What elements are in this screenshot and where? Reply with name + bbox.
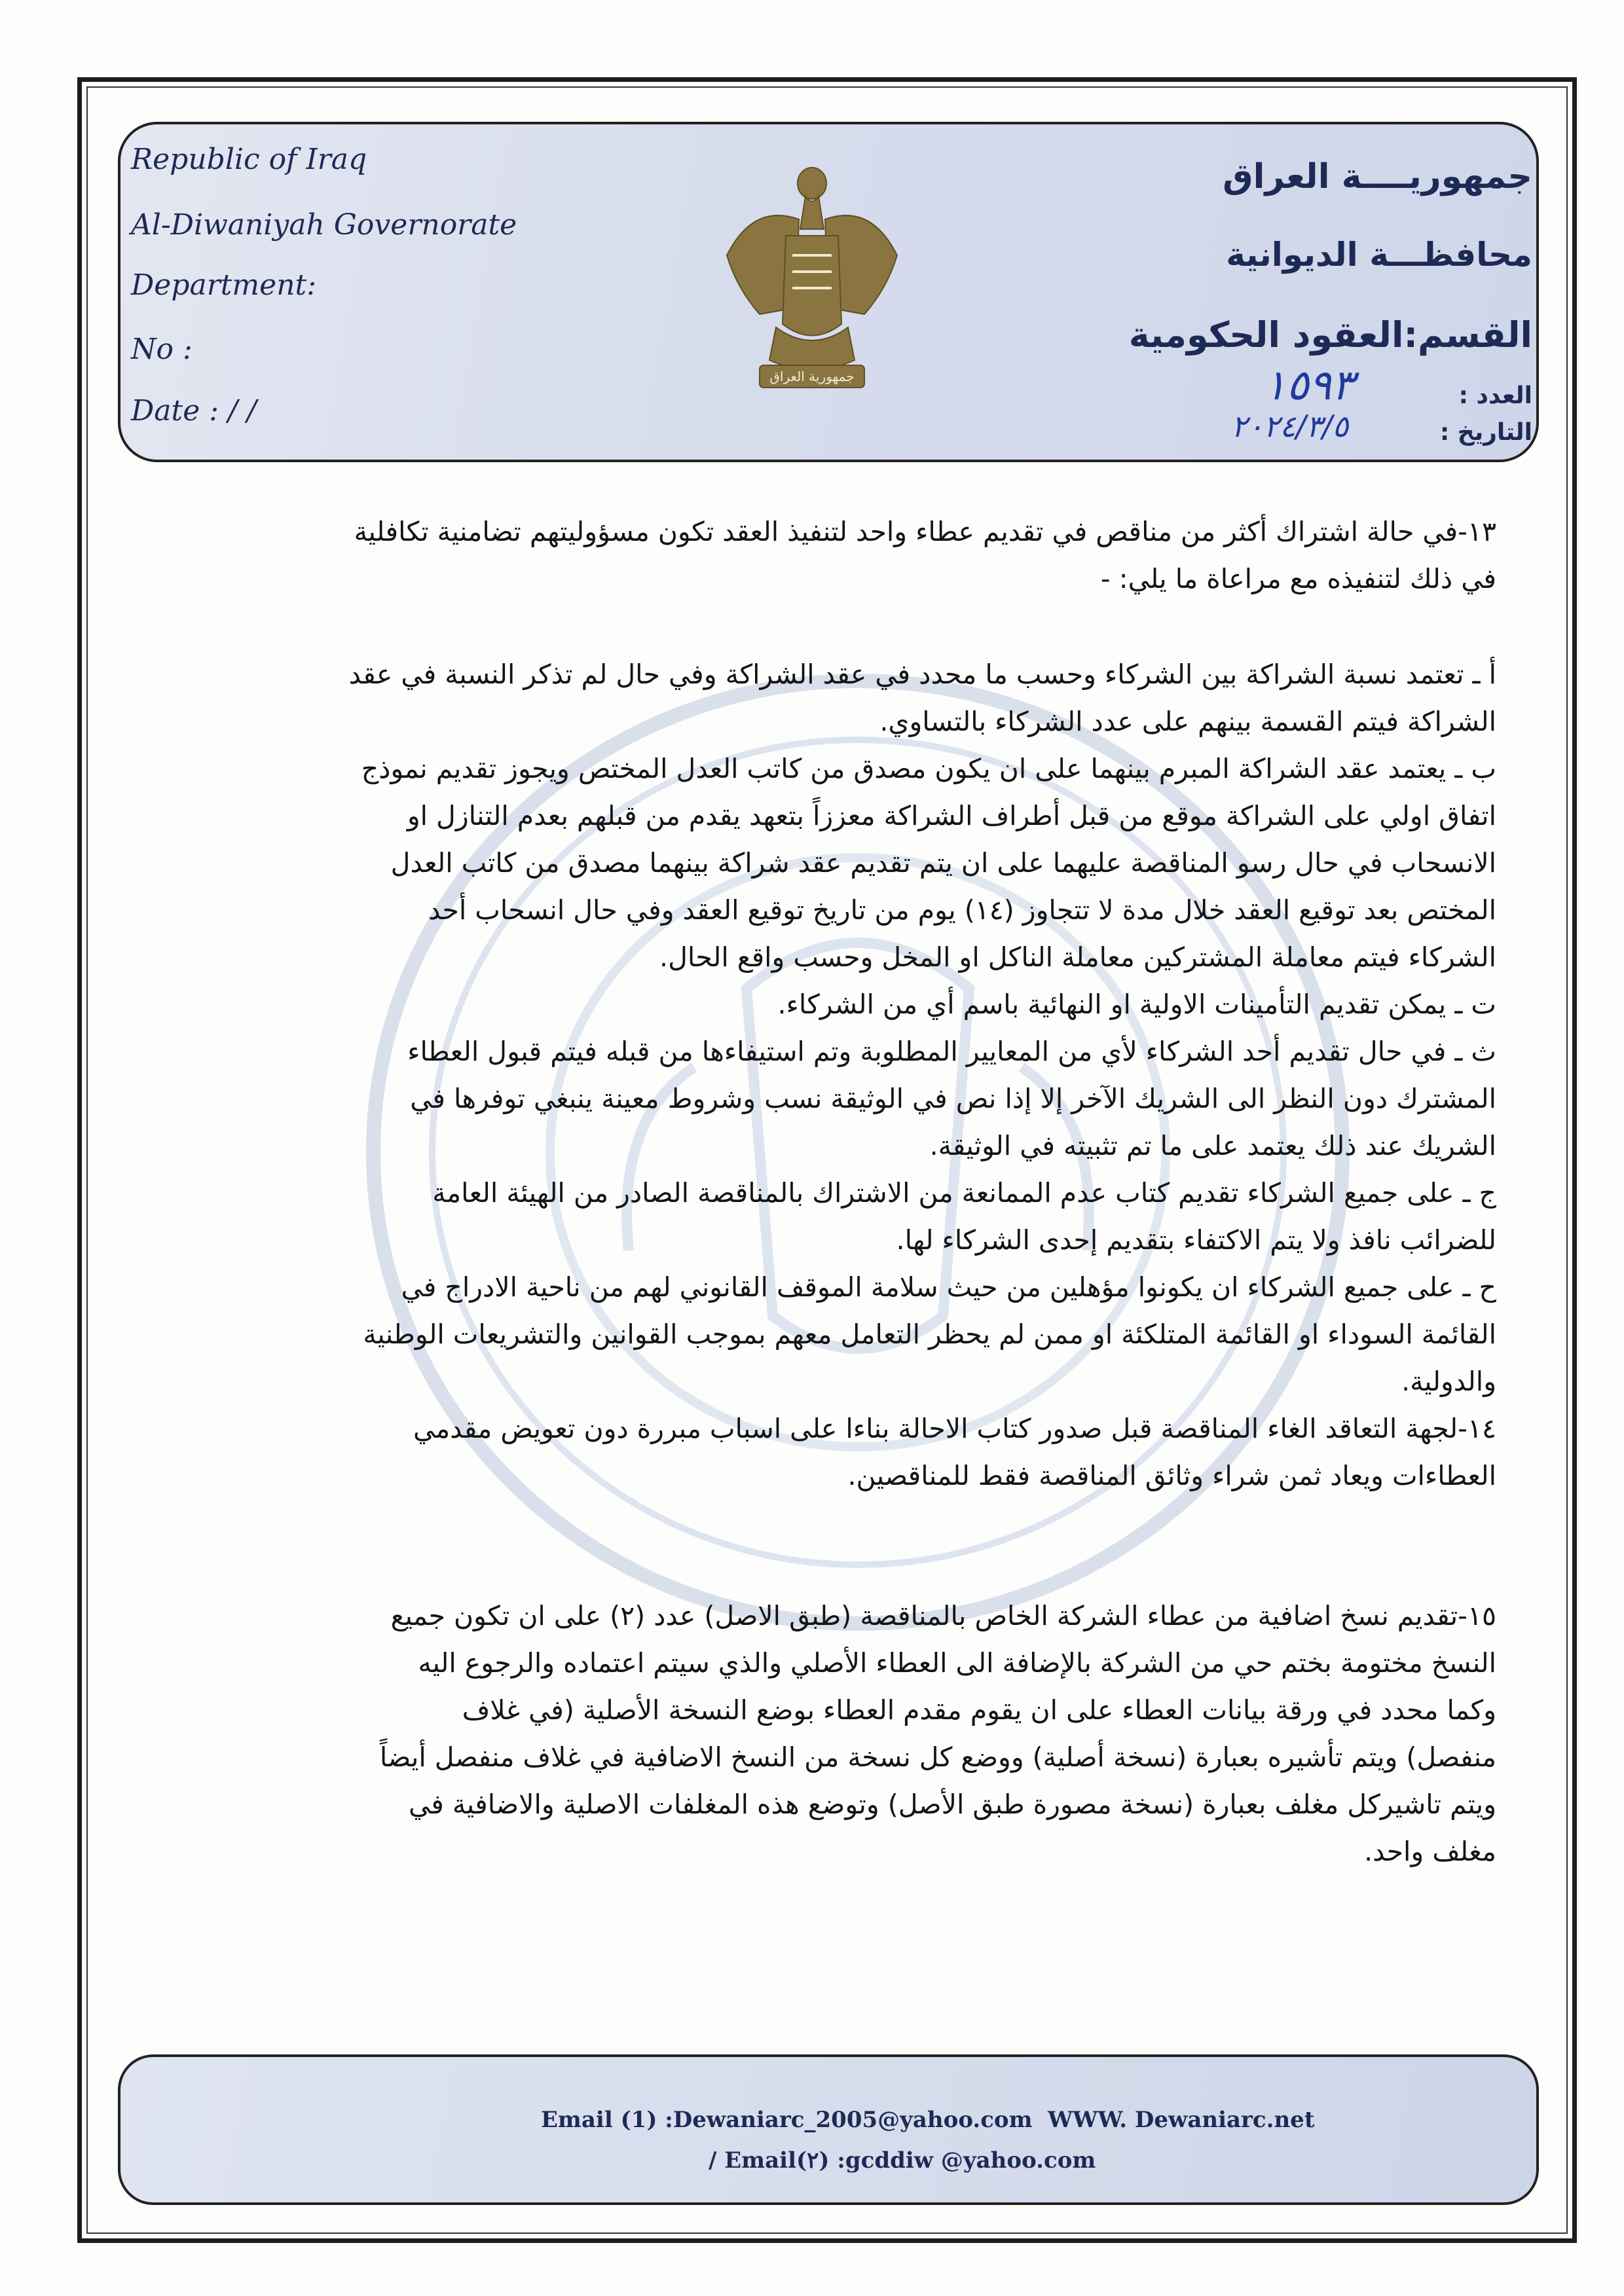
english-republic: Republic of Iraq [131, 143, 367, 176]
clause-14-line-2: العطاءات ويعاد ثمن شراء وثائق المناقصة فقط للمناقصين. [847, 1460, 1496, 1491]
clause-13a-line-1: أ ـ تعتمد نسبة الشراكة بين الشركاء وحسب ما محدد في عقد الشراكة وفي حال لم تذكر النسبة في عقد [348, 659, 1496, 690]
clause-13d-line-3: الشريك عند ذلك يعتمد على ما تم تثبيته في الوثيقة. [929, 1130, 1496, 1161]
handwritten-number: ١٥٩٣ [1264, 361, 1354, 410]
clause-15-line-1: ١٥-تقديم نسخ اضافية من عطاء الشركة الخاص بالمناقصة (طبق الاصل) عدد (٢) على ان تكون جميع [390, 1600, 1496, 1631]
clause-15-line-4: منفصل) ويتم تأشيره بعبارة (نسخة أصلية) ووضع كل نسخة من النسخ الاضافية في غلاف منفصل أيضاً [379, 1741, 1496, 1773]
clause-15-line-6: مغلف واحد. [1364, 1836, 1496, 1867]
clause-13f-line-1: ح ـ على جميع الشركاء ان يكونوا مؤهلين من حيث سلامة الموقف القانوني لهم من ناحية الادراج في [401, 1271, 1496, 1303]
clause-13b-line-4: المختص بعد توقيع العقد خلال مدة لا تتجاوز (١٤) يوم من تاريخ توقيع العقد وفي حال انسحاب أحد [428, 894, 1496, 926]
footer-website: WWW. Dewaniarc.net [1048, 2107, 1315, 2133]
clause-13f-line-3: والدولية. [1401, 1366, 1496, 1397]
clause-13a-line-2: الشراكة فيتم القسمة بينهم على عدد الشركاء بالتساوي. [879, 706, 1496, 737]
arabic-republic: جمهوريــــة العراق [1223, 157, 1532, 196]
english-date: Date : / / [131, 394, 257, 428]
clause-13b-line-1: ب ـ يعتمد عقد الشراكة المبرم بينهما على ان يكون مصدق من كاتب العدل المختص ويجوز تقديم نموذج [361, 753, 1496, 784]
arabic-number-label: العدد : [1458, 382, 1532, 409]
english-number: No : [131, 333, 193, 366]
english-governorate: Al-Diwaniyah Governorate [131, 208, 517, 242]
clause-13d-line-2: المشترك دون النظر الى الشريك الآخر إلا إذا نص في الوثيقة نسب وشروط معينة ينبغي توفرها في [410, 1083, 1496, 1114]
clause-15-line-3: وكما محدد في ورقة بيانات العطاء على ان يقوم مقدم العطاء بوضع النسخة الأصلية (في غلاف [462, 1694, 1496, 1726]
clause-13c-line-1: ت ـ يمكن تقديم التأمينات الاولية او النهائية باسم أي من الشركاء. [777, 989, 1496, 1020]
iraq-eagle-emblem [714, 157, 910, 399]
clause-13d-line-1: ث ـ في حال تقديم أحد الشركاء لأي من المعايير المطلوبة وتم استيفاءها من قبله فيتم قبول العطاء [407, 1036, 1496, 1067]
clause-13-line-2: في ذلك لتنفيذه مع مراعاة ما يلي: - [1100, 563, 1496, 594]
arabic-date-label: التاريخ : [1439, 419, 1532, 446]
clause-13e-line-1: ج ـ على جميع الشركاء تقديم كتاب عدم الممانعة من الاشتراك بالمناقصة الصادر من الهيئة العامة [432, 1177, 1496, 1209]
footer-email-1: Email (1) :Dewaniarc_2005@yahoo.com [541, 2107, 1033, 2133]
clause-15-line-5: ويتم تاشيركل مغلف بعبارة (نسخة مصورة طبق الأصل) وتوضع هذه المغلفات الاصلية والاضافية في [409, 1789, 1496, 1820]
clause-13b-line-2: اتفاق اولي على الشراكة موقع من قبل أطراف الشراكة معززاً بتعهد يقدم من قبلهم بعدم التنازل او [407, 800, 1496, 831]
clause-13e-line-2: للضرائب نافذ ولا يتم الاكتفاء بتقديم إحدى الشركاء لها. [896, 1224, 1496, 1256]
clause-15-line-2: النسخ مختومة بختم حي من الشركة بالإضافة الى العطاء الأصلي والذي سيتم اعتماده والرجوع اليه [418, 1647, 1496, 1679]
clause-14-line-1: ١٤-لجهة التعاقد الغاء المناقصة قبل صدور كتاب الاحالة بناءا على اسباب مبررة دون تعويض مقدمي [413, 1413, 1496, 1444]
arabic-governorate: محافظـــة الديوانية [1226, 236, 1532, 274]
handwritten-date: ٢٠٢٤/٣/٥ [1231, 409, 1349, 444]
clause-13f-line-2: القائمة السوداء او القائمة المتلكئة او ممن لم يحظر التعامل معهم بموجب القوانين والتشريعات الوطنية [363, 1319, 1496, 1350]
arabic-department: القسم:العقود الحكومية [1128, 314, 1532, 355]
footer-email-2: / Email(٢) :gcddiw @yahoo.com [709, 2147, 1096, 2174]
clause-13b-line-3: الانسحاب في حال رسو المناقصة عليهما على ان يتم تقديم عقد شراكة بينهما مصدق من كاتب العدل [390, 847, 1496, 879]
emblem-caption: جمهورية العراق [769, 369, 855, 384]
clause-13b-line-5: الشركاء فيتم معاملة المشتركين معاملة الناكل او المخل وحسب واقع الحال. [659, 941, 1496, 973]
clause-13-line-1: ١٣-في حالة اشتراك أكثر من مناقص في تقديم عطاء واحد لتنفيذ العقد تكون مسؤوليتهم تضامنية تكافلية [354, 516, 1496, 547]
english-department: Department: [131, 268, 317, 302]
